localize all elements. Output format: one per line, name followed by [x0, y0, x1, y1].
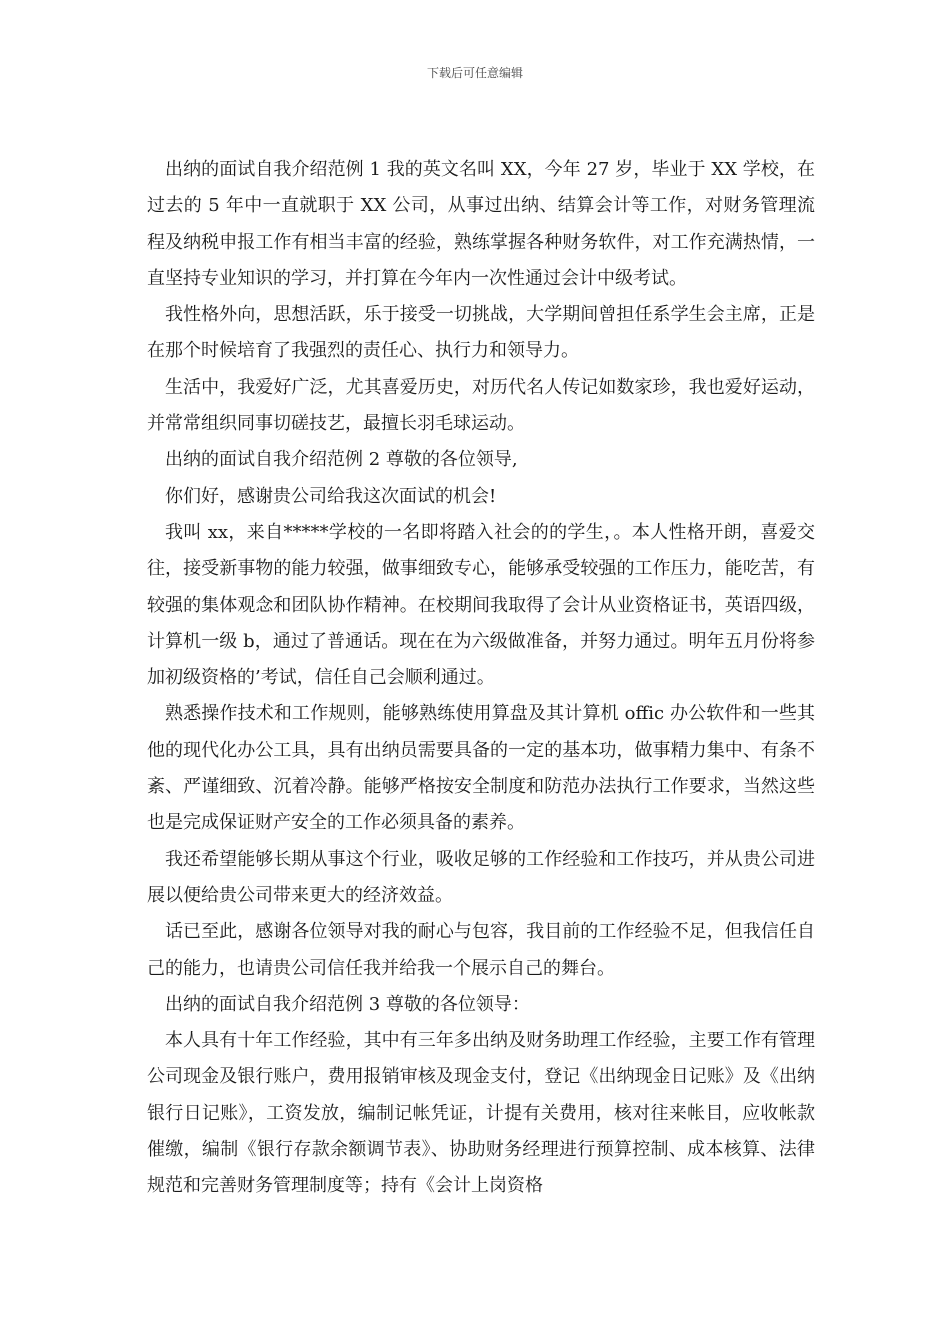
paragraph-10: 出纳的面试自我介绍范例 3 尊敬的各位领导： — [165, 993, 530, 1015]
paragraph-3: 生活中，我爱好广泛，尤其喜爱历史，对历代名人传记如数家珍，我也爱好运动，并常常组织同事切磋技艺，最擅长羽毛球运动。 — [147, 376, 815, 435]
paragraph-4: 出纳的面试自我介绍范例 2 尊敬的各位领导, — [165, 449, 518, 471]
paragraph-7: 熟悉操作技术和工作规则，能够熟练使用算盘及其计算机 offic 办公软件和一些其他的现代化办公工具，具有出纳员需要具备的一定的基本功，做事精力集中、有条不紊、严谨细致、沉着冷静。能够严格按安全制度和防范办法执行工作要求，当然这些也是完成保证财产安全的工作必须具备的素养。 — [147, 703, 815, 834]
paragraph-6: 我叫 xx，来自*****学校的一名即将踏入社会的的学生，。本人性格开朗，喜爱交往，接受新事物的能力较强，做事细致专心，能够承受较强的工作压力，能吃苦，有较强的集体观念和团队协作精神。在校期间我取得了会计从业资格证书，英语四级，计算机一级 b，通过了普通话。现在在为六级做准备，并努力通过。明年五月份将参加初级资格的’考试，信任自己会顺利通过。 — [147, 521, 815, 689]
paragraph-2: 我性格外向，思想活跃，乐于接受一切挑战，大学期间曾担任系学生会主席，正是在那个时候培育了我强烈的责任心、执行力和领导力。 — [147, 304, 815, 362]
paragraph-5: 你们好，感谢贵公司给我这次面试的机会! — [165, 485, 497, 507]
paragraph-11: 本人具有十年工作经验，其中有三年多出纳及财务助理工作经验，主要工作有管理公司现金及银行账户，费用报销审核及现金支付，登记《出纳现金日记账》及《出纳银行日记账》，工资发放，编制记帐凭证，计提有关费用，核对往来帐目，应收帐款催缴，编制《银行存款余额调节表》、协助财务经理进行预算控制、成本核算、法律规范和完善财务管理制度等；持有《会计上岗资格 — [147, 1030, 815, 1197]
document-body — [147, 152, 815, 1205]
paragraph-8: 我还希望能够长期从事这个行业，吸收足够的工作经验和工作技巧，并从贵公司进展以便给贵公司带来更大的经济效益。 — [147, 848, 815, 906]
paragraph-1: 出纳的面试自我介绍范例 1 我的英文名叫 XX，今年 27 岁，毕业于 XX 学校，在过去的 5 年中一直就职于 XX 公司，从事过出纳、结算会计等工作，对财务管理流程及纳税申报工作有相当丰富的经验，熟练掌握各种财务软件，对工作充满热情，一直坚持专业知识的学习，并打算在今年内一次性通过会计中级考试。 — [147, 159, 815, 289]
page-header: 下载后可任意编辑 — [426, 66, 523, 80]
paragraph-9: 话已至此，感谢各位领导对我的耐心与包容，我目前的工作经验不足，但我信任自己的能力，也请贵公司信任我并给我一个展示自己的舞台。 — [147, 921, 815, 979]
